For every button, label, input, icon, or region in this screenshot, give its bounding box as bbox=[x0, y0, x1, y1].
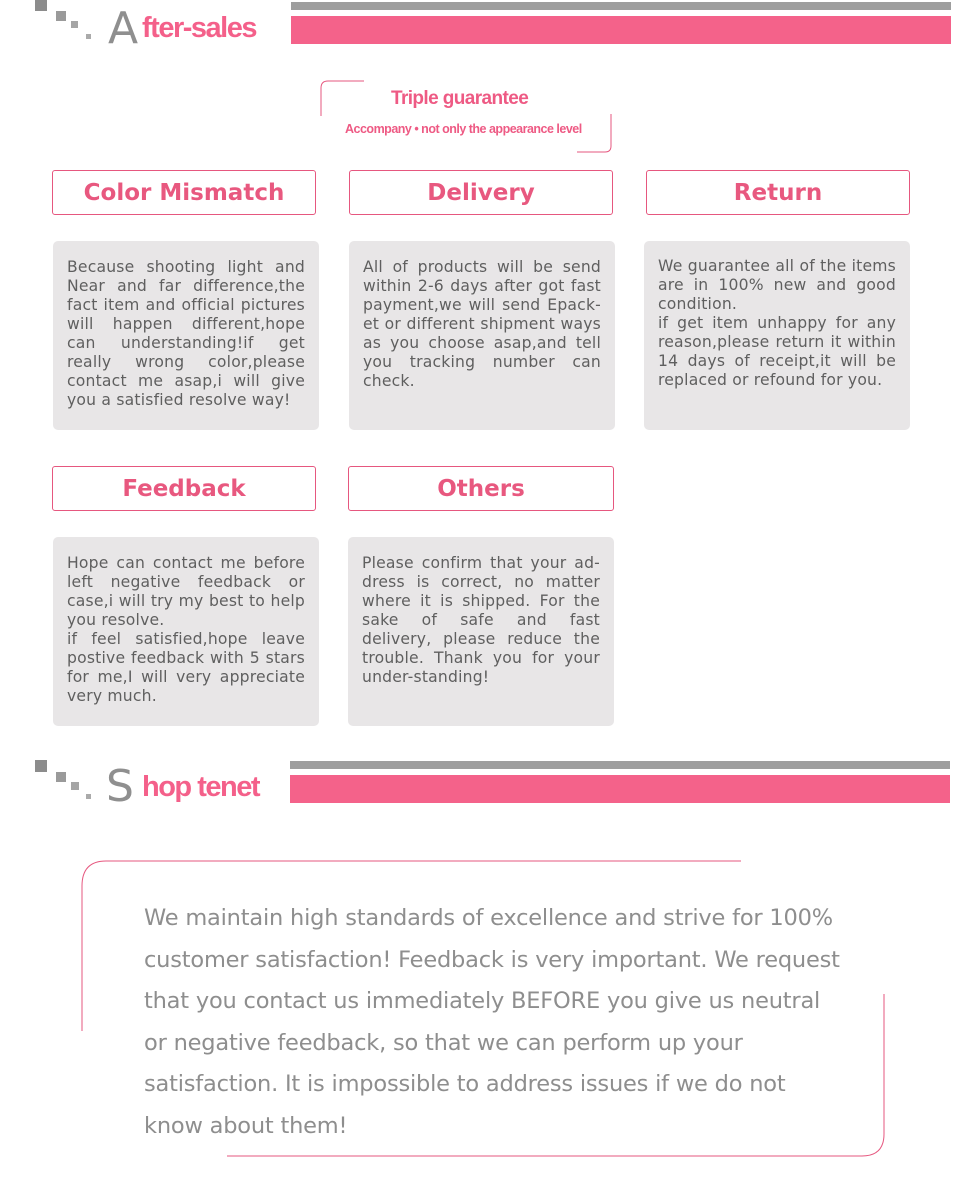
card-text-return: We guarantee all of the items are in 100% new and good condition. if get item unhappy for any reason,please return it within 14 days of receipt,it will be replaced or refound for you. bbox=[644, 241, 910, 430]
shop-tenet-header bbox=[0, 758, 960, 812]
header-pink-bar bbox=[290, 775, 950, 803]
section-initial: S bbox=[106, 761, 134, 812]
decor-square-icon bbox=[35, 0, 47, 11]
after-sales-header bbox=[0, 0, 960, 54]
guarantee-title: Triple guarantee bbox=[391, 88, 529, 109]
decor-square-icon bbox=[71, 782, 79, 790]
decor-square-icon bbox=[86, 794, 91, 799]
section-initial: A bbox=[108, 3, 139, 54]
card-title-others: Others bbox=[348, 466, 614, 511]
card-title-delivery: Delivery bbox=[349, 170, 613, 215]
card-text-others: Please confirm that your ad-dress is correct, no matter where it is shipped. For the sake of safe and fast delivery, please reduce the trouble. Thank you for your under-standing! bbox=[348, 537, 614, 726]
card-title-feedback: Feedback bbox=[52, 466, 316, 511]
decor-square-icon bbox=[71, 21, 78, 28]
guarantee-subtitle: Accompany • not only the appearance level bbox=[345, 122, 582, 136]
header-pink-bar bbox=[291, 16, 951, 44]
header-grey-line bbox=[291, 2, 951, 10]
header-grey-line bbox=[290, 761, 950, 769]
decor-square-icon bbox=[56, 772, 66, 782]
card-text-feedback: Hope can contact me before left negative feedback or case,i will try my best to help you resolve. if feel satisfied,hope leave postive feedback with 5 stars for me,I will very appreciate very much. bbox=[53, 537, 319, 726]
tenet-paragraph: We maintain high standards of excellence and strive for 100% customer satisfaction! Feedback is very important. We request that you contact us immediately BEFORE you give us neutral or negative feedback, so that we can perform up your satisfaction. It is impossible to address issues if we do not know about them! bbox=[144, 905, 840, 1139]
decor-square-icon bbox=[56, 11, 66, 21]
decor-square-icon bbox=[86, 34, 91, 39]
card-text-color-mismatch: Because shooting light and Near and far difference,the fact item and official pictures will happen different,hope can understanding!if get really wrong color,please contact me asap,i will give you a satisfied resolve way! bbox=[53, 241, 319, 430]
card-text-delivery: All of products will be send within 2-6 days after got fast payment,we will send Epack-et or different shipment ways as you choose asap,and tell you tracking number can check. bbox=[349, 241, 615, 430]
section-title: hop tenet bbox=[142, 771, 259, 803]
card-title-color-mismatch: Color Mismatch bbox=[52, 170, 316, 215]
section-title: fter-sales bbox=[142, 12, 256, 44]
card-title-return: Return bbox=[646, 170, 910, 215]
decor-square-icon bbox=[35, 760, 47, 772]
